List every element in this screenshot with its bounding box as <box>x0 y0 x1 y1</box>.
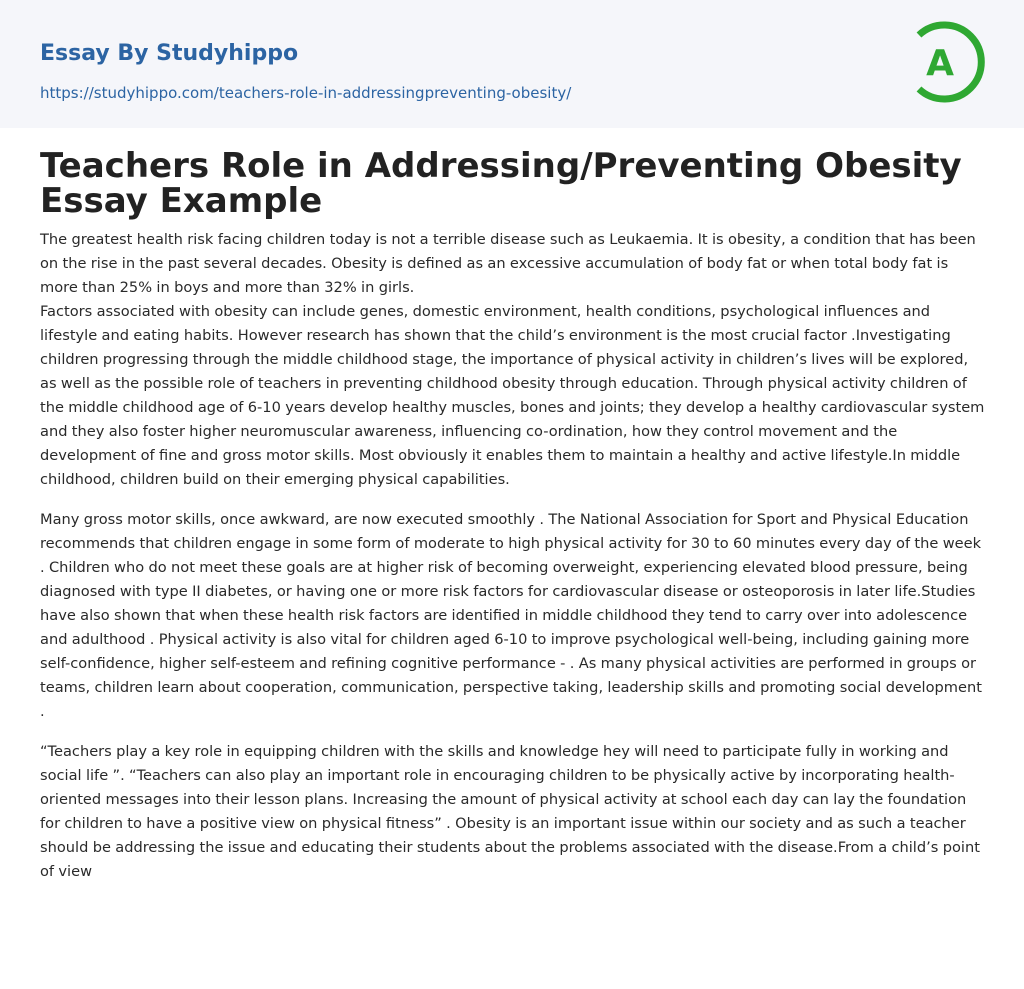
site-brand[interactable]: Essay By Studyhippo <box>40 41 299 66</box>
source-url-link[interactable]: https://studyhippo.com/teachers-role-in-addressingpreventing-obesity/ <box>40 84 572 102</box>
page-title: Teachers Role in Addressing/Preventing Obesity Essay Example <box>40 146 962 221</box>
essay-body <box>40 228 986 884</box>
essay-paragraph-1: The greatest health risk facing children today is not a terrible disease such as Leukaemia. It is obesity, a condition that has been on the rise in the past several decades. Obesity is defined as an excessive accumulation of body fat or when total body fat is more than 25% in boys and more than 32% in girls. <box>40 231 976 296</box>
essay-paragraph-4: “Teachers play a key role in equipping children with the skills and knowledge hey will need to participate fully in working and social life ”. “Teachers can also play an important role in encouraging children to be physically active by incorporating health-oriented messages into their lesson plans. Increasing the amount of physical activity at school each day can lay the foundation for children to have a positive view on physical fitness” . Obesity is an important issue within our society and as such a teacher should be addressing the issue and educating their students about the problems associated with the disease.From a child’s point of view <box>40 743 980 880</box>
site-header <box>0 0 1024 128</box>
logo-letter: A <box>926 43 954 84</box>
essay-paragraph-3: Many gross motor skills, once awkward, are now executed smoothly . The National Association for Sport and Physical Education recommends that children engage in some form of moderate to high physical activity for 30 to 60 minutes every day of the week . Children who do not meet these goals are at higher risk of becoming overweight, experiencing elevated blood pressure, being diagnosed with type II diabetes, or having one or more risk factors for cardiovascular disease or osteoporosis in later life.Studies have also shown that when these health risk factors are identified in middle childhood they tend to carry over into adolescence and adulthood . Physical activity is also vital for children aged 6-10 to improve psychological well-being, including gaining more self-confidence, higher self-esteem and refining cognitive performance - . As many physical activities are performed in groups or teams, children learn about cooperation, communication, perspective taking, leadership skills and promoting social development . <box>40 511 982 720</box>
studyhippo-logo-icon[interactable] <box>908 18 988 106</box>
essay-paragraph-2: Factors associated with obesity can include genes, domestic environment, health conditions, psychological influences and lifestyle and eating habits. However research has shown that the child’s environment is the most crucial factor .Investigating children progressing through the middle childhood stage, the importance of physical activity in children’s lives will be explored, as well as the possible role of teachers in preventing childhood obesity through education. Through physical activity children of the middle childhood age of 6-10 years develop healthy muscles, bones and joints; they develop a healthy cardiovascular system and they also foster higher neuromuscular awareness, influencing co-ordination, how they control movement and the development of fine and gross motor skills. Most obviously it enables them to maintain a healthy and active lifestyle.In middle childhood, children build on their emerging physical capabilities. <box>40 303 985 488</box>
